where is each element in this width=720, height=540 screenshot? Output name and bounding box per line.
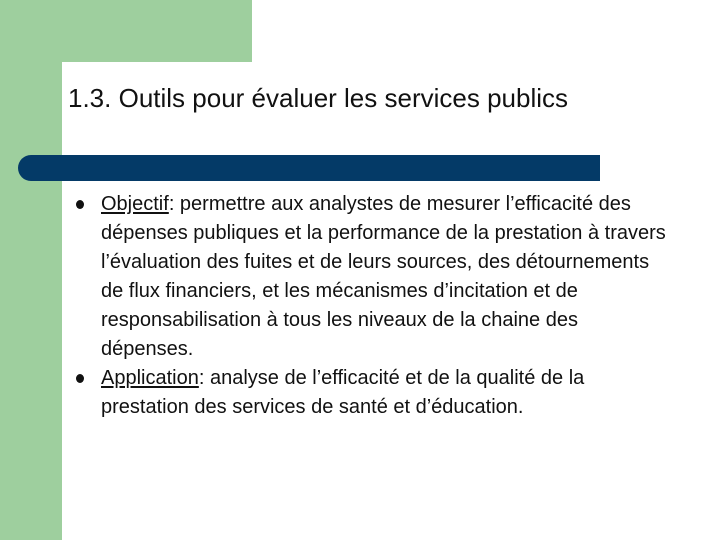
slide-content [70, 190, 670, 422]
bullet-list [70, 190, 670, 422]
slide-title: 1.3. Outils pour évaluer les services publics [68, 83, 569, 113]
title-underline-bar [18, 155, 600, 181]
bullet-application [70, 364, 670, 422]
bullet-separator: : [168, 193, 175, 215]
bullet-dot-icon [76, 374, 84, 383]
bullet-text-application: analyse de l’efficacité et de la qualité de la prestation des services de santé et d’éducation. [101, 367, 585, 418]
bullet-objectif [70, 190, 670, 364]
decorative-green-left-strip [0, 0, 62, 540]
bullet-separator: : [198, 367, 205, 389]
bullet-dot-icon [76, 200, 84, 209]
bullet-label-application: Application [101, 367, 199, 389]
bullet-text-objectif: permettre aux analystes de mesurer l’efficacité des dépenses publiques et la performance de la prestation à travers l’évaluation des fuites et de leurs sources, des détournements de flux financiers, et les mécanismes d’incitation et de responsabilisation à tous les niveaux de la chaine des dépenses. [101, 193, 666, 360]
bullet-label-objectif: Objectif [101, 193, 169, 215]
